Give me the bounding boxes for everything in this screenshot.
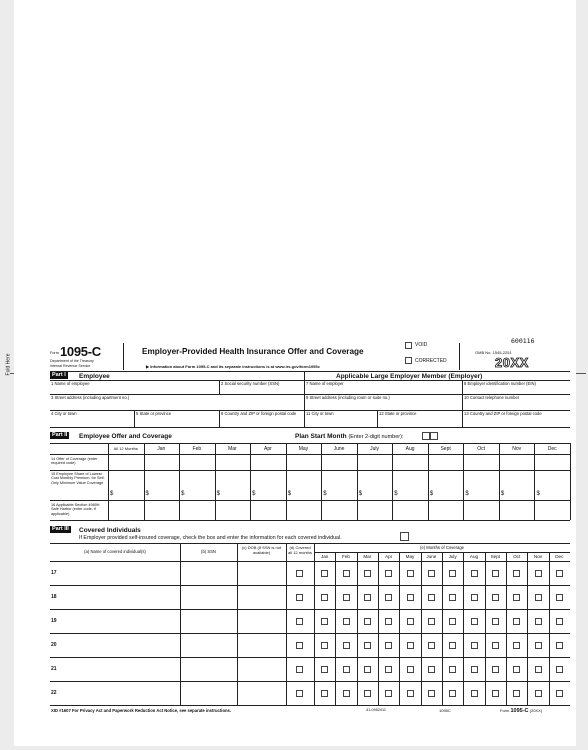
- row-number-18: 18: [51, 594, 57, 600]
- row-16-cell[interactable]: [322, 501, 356, 519]
- header-divider-left: [123, 343, 124, 370]
- field-6-label: 6 Country and ZIP or foreign postal code: [221, 411, 297, 416]
- month-checkbox-sept[interactable]: [492, 618, 499, 625]
- month-checkbox-aug[interactable]: [471, 642, 478, 649]
- month-header-8: Aug: [405, 446, 415, 452]
- field-13-label: 13 Country and ZIP or foreign postal code: [464, 411, 542, 416]
- field-1-label: 1 Name of employee: [51, 381, 90, 386]
- covered-12-months-checkbox[interactable]: [296, 594, 303, 601]
- month-checkbox-mar[interactable]: [364, 666, 371, 673]
- month-checkbox-apr[interactable]: [385, 666, 392, 673]
- row-15-dollar: $: [287, 491, 292, 497]
- header-divider-right: [459, 343, 460, 370]
- part1-label: Part I: [52, 372, 66, 378]
- field-8-label: 8 Employer identification number (EIN): [464, 381, 536, 386]
- rule: [50, 427, 570, 428]
- row-16-cell[interactable]: [251, 501, 285, 519]
- name-cell[interactable]: [60, 658, 179, 680]
- plan-start-box-2[interactable]: [430, 432, 438, 440]
- part3-title: Covered Individuals: [79, 527, 141, 534]
- month-checkbox-mar[interactable]: [364, 690, 371, 697]
- month-checkbox-oct[interactable]: [513, 690, 520, 697]
- covered-12-months-checkbox[interactable]: [296, 666, 303, 673]
- form-word: Form: [50, 351, 59, 355]
- month-header-july: July: [448, 554, 457, 559]
- month-checkbox-sept[interactable]: [492, 570, 499, 577]
- field-5-label: 5 State or province: [136, 411, 172, 416]
- field-2-label: 2 Social security number (SSN): [221, 381, 280, 386]
- month-header-9: Sept: [440, 446, 451, 452]
- row-16-cell[interactable]: [358, 501, 392, 519]
- month-checkbox-sept[interactable]: [492, 642, 499, 649]
- ssn-cell[interactable]: [181, 562, 236, 584]
- month-checkbox-aug[interactable]: [471, 618, 478, 625]
- grid-line: [335, 552, 336, 705]
- row-15-dollar: $: [394, 491, 398, 497]
- month-checkbox-feb[interactable]: [343, 618, 350, 625]
- footer-form-year: (20XX): [529, 708, 543, 713]
- month-checkbox-july[interactable]: [449, 642, 456, 649]
- fold-here-label: Fold Here: [5, 353, 12, 376]
- part3-label: Part III: [52, 526, 69, 532]
- month-header-aug: Aug: [469, 554, 479, 559]
- name-cell[interactable]: [60, 682, 179, 704]
- form-code: 600116: [511, 337, 535, 345]
- row-16-cell[interactable]: [464, 501, 498, 519]
- month-checkbox-may[interactable]: [407, 690, 414, 697]
- dob-cell[interactable]: [238, 658, 285, 680]
- row-14-cell[interactable]: [464, 455, 498, 469]
- month-header-jan: Jan: [320, 554, 329, 559]
- row-15-dollar: $: [110, 491, 114, 497]
- grid-line: [50, 470, 570, 471]
- month-checkbox-june[interactable]: [428, 690, 435, 697]
- grid-line: [399, 552, 400, 705]
- row-15-dollar: $: [181, 491, 185, 497]
- month-checkbox-jan[interactable]: [321, 618, 328, 625]
- month-checkbox-oct[interactable]: [513, 666, 520, 673]
- month-header-6: June: [333, 446, 345, 452]
- row-14-cell[interactable]: [429, 455, 463, 469]
- month-checkbox-dec[interactable]: [556, 594, 563, 601]
- month-checkbox-nov[interactable]: [535, 642, 542, 649]
- row-16-cell[interactable]: [500, 501, 534, 519]
- row-14-cell[interactable]: [180, 455, 214, 469]
- month-checkbox-sept[interactable]: [492, 690, 499, 697]
- month-checkbox-july[interactable]: [449, 570, 456, 577]
- month-checkbox-may[interactable]: [407, 570, 414, 577]
- part2-label: Part II: [52, 432, 68, 438]
- part1-employee-heading: Employee: [79, 373, 110, 380]
- month-checkbox-july[interactable]: [449, 666, 456, 673]
- month-checkbox-june[interactable]: [428, 594, 435, 601]
- rule: [50, 543, 570, 544]
- month-checkbox-feb[interactable]: [343, 642, 350, 649]
- corrected-checkbox[interactable]: [405, 357, 412, 364]
- ssn-cell[interactable]: [181, 586, 236, 608]
- month-checkbox-feb[interactable]: [343, 666, 350, 673]
- month-header-mar: Mar: [363, 554, 372, 559]
- grid-line: [357, 552, 358, 705]
- divider: [219, 410, 220, 427]
- divider: [134, 410, 135, 427]
- covered-12-months-checkbox[interactable]: [296, 690, 303, 697]
- month-header-0: All 12 Months: [113, 446, 138, 451]
- row-14-cell[interactable]: [535, 455, 569, 469]
- row-15-dollar: $: [465, 491, 469, 497]
- month-checkbox-oct[interactable]: [513, 642, 520, 649]
- instructions-link: ▶ Information about Form 1095-C and its separate instructions is at www.irs.gov/form1095c: [146, 364, 320, 369]
- corrected-label: CORRECTED: [415, 358, 447, 364]
- month-checkbox-apr[interactable]: [385, 618, 392, 625]
- month-checkbox-sept[interactable]: [492, 666, 499, 673]
- rule-bottom: [50, 705, 570, 706]
- catalog-number: 41-0952411: [366, 708, 386, 712]
- plan-start-month: [295, 433, 403, 440]
- month-checkbox-dec[interactable]: [556, 618, 563, 625]
- month-header-7: July: [370, 446, 379, 452]
- dept-treasury: Department of the Treasury: [50, 359, 94, 363]
- month-checkbox-aug[interactable]: [471, 594, 478, 601]
- month-header-1: Jan: [157, 446, 166, 452]
- field-12-label: 12 State or province: [379, 411, 417, 416]
- footer-form-word: Form: [500, 708, 510, 713]
- month-checkbox-nov[interactable]: [535, 594, 542, 601]
- month-checkbox-nov[interactable]: [535, 690, 542, 697]
- month-header-2: Feb: [192, 446, 202, 452]
- month-checkbox-may[interactable]: [407, 618, 414, 625]
- month-checkbox-apr[interactable]: [385, 642, 392, 649]
- month-checkbox-mar[interactable]: [364, 642, 371, 649]
- month-checkbox-mar[interactable]: [364, 618, 371, 625]
- row-14-cell[interactable]: [322, 455, 356, 469]
- grid-line: [527, 552, 528, 705]
- self-insured-checkbox[interactable]: [400, 532, 409, 541]
- name-cell[interactable]: [60, 610, 179, 632]
- month-checkbox-feb[interactable]: [343, 690, 350, 697]
- row-16-cell[interactable]: [216, 501, 250, 519]
- rule: [50, 443, 570, 444]
- month-header-12: Dec: [547, 446, 557, 452]
- row-16-cell[interactable]: [109, 501, 143, 519]
- month-header-5: May: [298, 446, 309, 452]
- month-header-nov: Nov: [533, 554, 543, 559]
- month-checkbox-june[interactable]: [428, 642, 435, 649]
- grid-line: [549, 552, 550, 705]
- divider: [219, 380, 220, 394]
- col-d-header: (d) Covered all 12 months: [288, 545, 312, 555]
- ssn-cell[interactable]: [181, 610, 236, 632]
- row-number-21: 21: [51, 666, 57, 672]
- month-checkbox-jan[interactable]: [321, 594, 328, 601]
- plan-start-label: Plan Start Month: [295, 433, 347, 440]
- month-header-apr: Apr: [385, 554, 393, 559]
- dob-cell[interactable]: [238, 562, 285, 584]
- month-checkbox-july[interactable]: [449, 690, 456, 697]
- row-number-20: 20: [51, 642, 57, 648]
- field-7-label: 7 Name of employer: [306, 381, 344, 386]
- month-checkbox-oct[interactable]: [513, 594, 520, 601]
- row-14-cell[interactable]: [216, 455, 250, 469]
- month-header-may: May: [405, 554, 415, 559]
- name-cell[interactable]: [60, 586, 179, 608]
- void-checkbox[interactable]: [405, 342, 412, 349]
- name-cell[interactable]: [60, 634, 179, 656]
- divider: [377, 410, 378, 427]
- month-checkbox-may[interactable]: [407, 666, 414, 673]
- dob-cell[interactable]: [238, 586, 285, 608]
- rule: [50, 520, 570, 521]
- name-cell[interactable]: [60, 562, 179, 584]
- month-checkbox-may[interactable]: [407, 594, 414, 601]
- month-checkbox-dec[interactable]: [556, 666, 563, 673]
- row-16-cell[interactable]: [535, 501, 569, 519]
- row-15-dollar: $: [429, 491, 434, 497]
- covered-12-months-checkbox[interactable]: [296, 642, 303, 649]
- row-number-17: 17: [51, 570, 57, 576]
- month-checkbox-may[interactable]: [407, 642, 414, 649]
- row-14-cell[interactable]: [393, 455, 427, 469]
- row-14-cell[interactable]: [109, 455, 143, 469]
- part3-instruction: If Employer provided self-insured coverage, check the box and enter the information for each covered individual.: [79, 535, 342, 541]
- grid-line: [378, 552, 379, 705]
- col-a-header: (a) Name of covered individual(s): [84, 549, 146, 554]
- row-15-dollar: $: [145, 491, 149, 497]
- row-15-dollar: $: [216, 491, 220, 497]
- month-checkbox-june[interactable]: [428, 570, 435, 577]
- row-number-19: 19: [51, 618, 57, 624]
- dob-cell[interactable]: [238, 682, 285, 704]
- footer-form-number: 1095-C: [510, 708, 529, 714]
- row-16-cell[interactable]: [429, 501, 463, 519]
- month-checkbox-nov[interactable]: [535, 570, 542, 577]
- grid-line: [570, 443, 571, 520]
- month-checkbox-jan[interactable]: [321, 570, 328, 577]
- void-label: VOID: [415, 342, 428, 348]
- covered-12-months-checkbox[interactable]: [296, 570, 303, 577]
- form-sheet: [14, 0, 576, 746]
- month-header-oct: Oct: [513, 554, 521, 559]
- month-header-sept: Sept: [490, 554, 501, 559]
- part2-row-15-label: 15 Employee Share of Lowest Cost Monthly Premium, for Self-Only Minimum Value Coverage: [51, 472, 105, 485]
- row-16-cell[interactable]: [287, 501, 321, 519]
- part2-title: Employee Offer and Coverage: [79, 433, 172, 440]
- row-number-22: 22: [51, 690, 57, 696]
- col-c-header: (c) DOB (If SSN is not available): [241, 545, 282, 555]
- grid-line: [506, 552, 507, 705]
- row-16-cell[interactable]: [145, 501, 179, 519]
- footer-notice: XID #1607 For Privacy Act and Paperwork Reduction Act Notice, see separate instructions.: [51, 708, 232, 713]
- month-checkbox-dec[interactable]: [556, 690, 563, 697]
- plan-start-hint: (Enter 2-digit number):: [348, 434, 404, 440]
- month-checkbox-dec[interactable]: [556, 642, 563, 649]
- month-checkbox-jan[interactable]: [321, 690, 328, 697]
- month-checkbox-mar[interactable]: [364, 594, 371, 601]
- month-checkbox-nov[interactable]: [535, 618, 542, 625]
- row-14-cell[interactable]: [145, 455, 179, 469]
- row-14-cell[interactable]: [251, 455, 285, 469]
- row-15-dollar: $: [536, 491, 540, 497]
- month-checkbox-july[interactable]: [449, 618, 456, 625]
- omb-number: OMB No. 1545-2251: [475, 350, 512, 355]
- form-number: 1095-C: [60, 344, 101, 359]
- grid-line: [421, 552, 422, 705]
- dob-cell[interactable]: [238, 610, 285, 632]
- divider: [462, 380, 463, 427]
- part1-employer-heading: Applicable Large Employer Member (Employer): [336, 373, 483, 380]
- month-header-4: Apr: [264, 446, 272, 452]
- month-checkbox-mar[interactable]: [364, 570, 371, 577]
- row-16-cell[interactable]: [393, 501, 427, 519]
- month-checkbox-dec[interactable]: [556, 570, 563, 577]
- month-checkbox-jan[interactable]: [321, 642, 328, 649]
- row-15-dollar: $: [500, 491, 505, 497]
- month-checkbox-aug[interactable]: [471, 666, 478, 673]
- dob-cell[interactable]: [238, 634, 285, 656]
- month-checkbox-aug[interactable]: [471, 570, 478, 577]
- month-checkbox-apr[interactable]: [385, 570, 392, 577]
- rule-top: [50, 371, 570, 372]
- month-checkbox-aug[interactable]: [471, 690, 478, 697]
- row-14-cell[interactable]: [358, 455, 392, 469]
- mid-divider: [304, 371, 305, 427]
- grid-line: [442, 552, 443, 705]
- month-checkbox-apr[interactable]: [385, 594, 392, 601]
- month-header-feb: Feb: [342, 554, 350, 559]
- field-10-label: 10 Contact telephone number: [464, 395, 520, 400]
- plan-start-box-1[interactable]: [422, 432, 430, 440]
- part2-row-14-label: 14 Offer of Coverage (enter required code): [51, 457, 98, 466]
- ssn-cell[interactable]: [181, 634, 236, 656]
- month-checkbox-apr[interactable]: [385, 690, 392, 697]
- form-title: Employer-Provided Health Insurance Offer and Coverage: [142, 347, 364, 356]
- field-9-label: 9 Street address (including room or suite no.): [306, 395, 390, 400]
- col-b-header: (b) SSN: [201, 549, 216, 554]
- month-header-june: June: [426, 554, 437, 559]
- month-checkbox-sept[interactable]: [492, 594, 499, 601]
- grid-line: [485, 552, 486, 705]
- month-checkbox-feb[interactable]: [343, 570, 350, 577]
- row-14-cell[interactable]: [287, 455, 321, 469]
- month-checkbox-feb[interactable]: [343, 594, 350, 601]
- tax-year: 20XX: [495, 355, 529, 370]
- month-checkbox-july[interactable]: [449, 594, 456, 601]
- part2-row-16-label: 16 Applicable Section 4980H Safe Harbor (enter code, if applicable): [51, 503, 100, 516]
- covered-12-months-checkbox[interactable]: [296, 618, 303, 625]
- row-15-dollar: $: [252, 491, 256, 497]
- irs-label: Internal Revenue Service: [50, 364, 91, 368]
- ssn-cell[interactable]: [181, 682, 236, 704]
- month-checkbox-oct[interactable]: [513, 618, 520, 625]
- row-16-cell[interactable]: [180, 501, 214, 519]
- month-checkbox-nov[interactable]: [535, 666, 542, 673]
- month-header-dec: Dec: [555, 554, 564, 559]
- month-header-11: Nov: [512, 446, 522, 452]
- month-checkbox-june[interactable]: [428, 618, 435, 625]
- field-4-label: 4 City or town: [51, 411, 77, 416]
- row-14-cell[interactable]: [500, 455, 534, 469]
- footer-form-id: 1095C: [439, 708, 451, 713]
- ssn-cell[interactable]: [181, 658, 236, 680]
- col-e-header: (e) Months of Coverage: [420, 545, 464, 550]
- month-checkbox-oct[interactable]: [513, 570, 520, 577]
- month-checkbox-june[interactable]: [428, 666, 435, 673]
- field-3-label: 3 Street address (including apartment no.): [51, 395, 130, 400]
- row-15-dollar: $: [323, 491, 327, 497]
- grid-line: [463, 552, 464, 705]
- month-header-3: Mar: [228, 446, 237, 452]
- month-checkbox-jan[interactable]: [321, 666, 328, 673]
- field-11-label: 11 City or town: [306, 411, 334, 416]
- month-header-10: Oct: [477, 446, 486, 452]
- row-15-dollar: $: [358, 491, 363, 497]
- footer-form-ref: [500, 708, 542, 714]
